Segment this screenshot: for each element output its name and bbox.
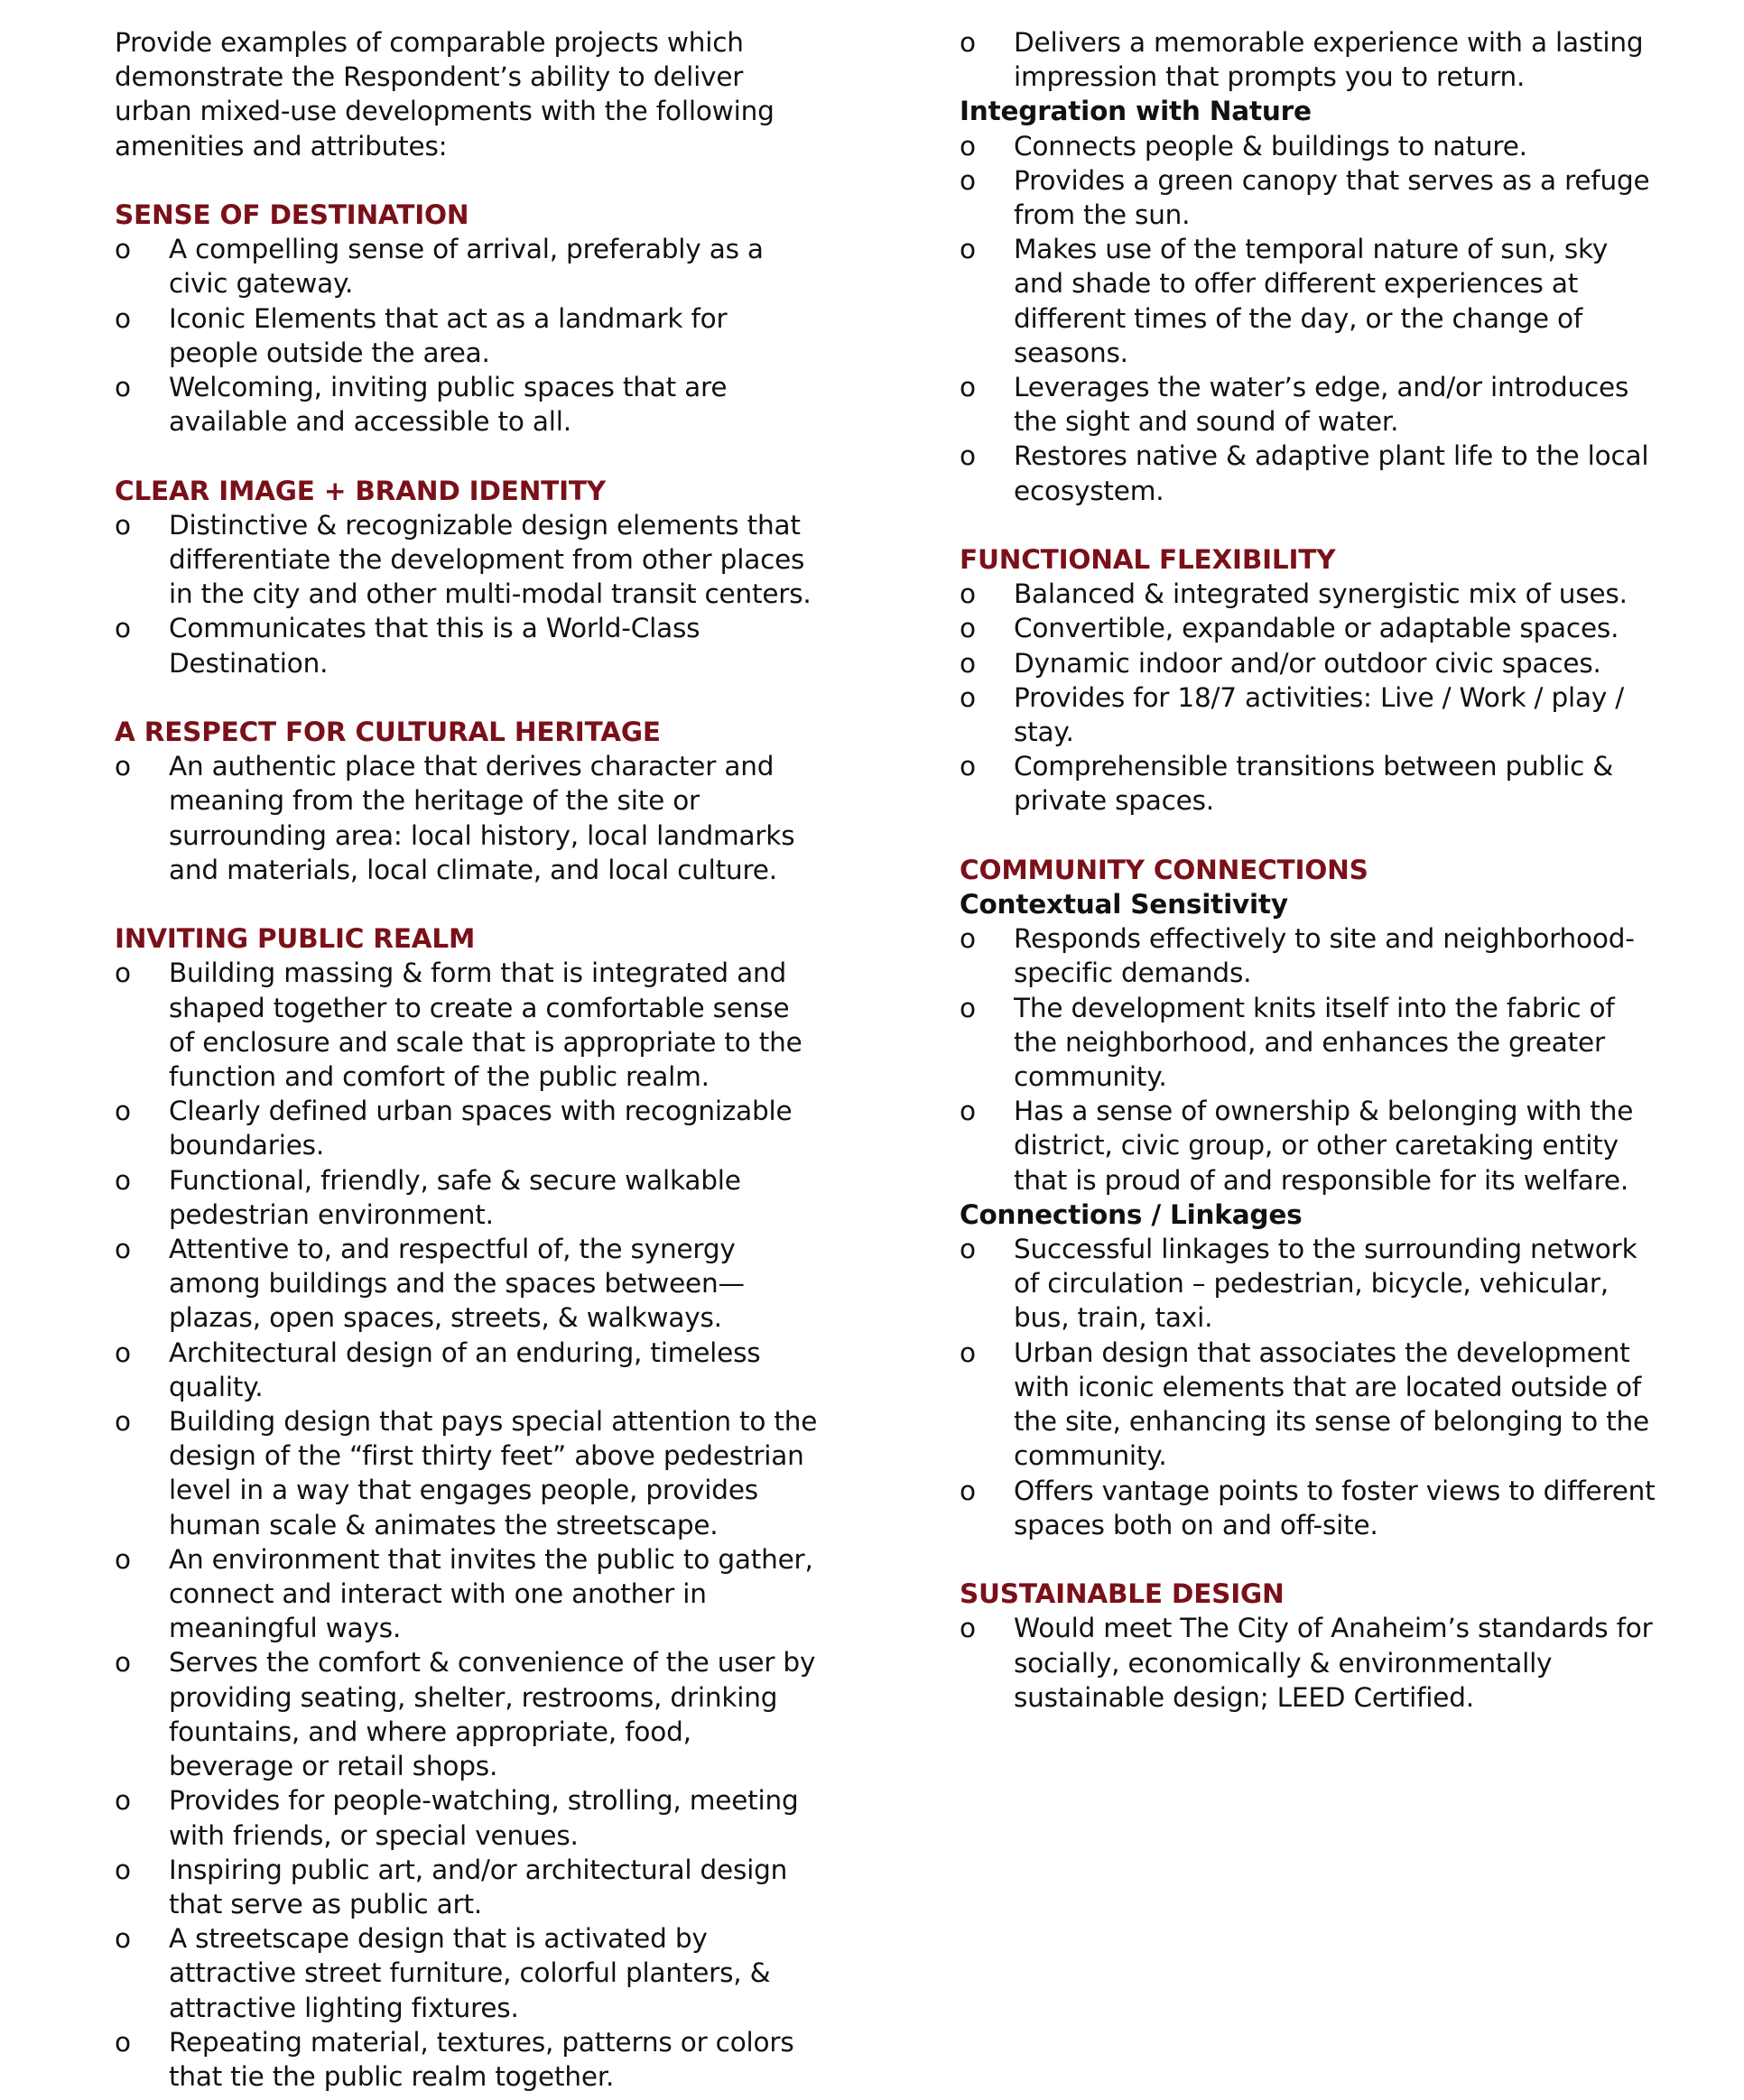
bullet-icon: o (960, 647, 976, 679)
list-cultural-heritage (115, 749, 819, 887)
bullet-icon: o (115, 751, 131, 782)
bullet-icon: o (115, 1164, 131, 1196)
bullet-icon: o (960, 1613, 976, 1644)
bullet-icon: o (115, 1854, 131, 1885)
list-linkages (960, 1232, 1664, 1542)
list-item: o Provides for 18/7 activities: Live / Work / play / stay. (960, 681, 1625, 748)
list-item: o Provides a green canopy that serves as a refuge from the sun. (960, 164, 1650, 231)
bullet-icon: o (960, 1096, 976, 1127)
right-column (960, 25, 1664, 1715)
list-item: o Responds effectively to site and neighborhood-specific demands. (960, 923, 1635, 989)
bullet-icon: o (115, 613, 131, 644)
list-item: o Building massing & form that is integrated and shaped together to create a comfortable sense of enclosure and scale that is appropriate to the function and comfort of the public realm. (115, 957, 802, 1093)
list-item: o Building design that pays special attention to the design of the “first thirty feet” above pedestrian level in a way that engages people, provides human scale & animates the streetscape. (115, 1406, 818, 1540)
bullet-icon: o (960, 234, 976, 265)
heading-community-connections: COMMUNITY CONNECTIONS (960, 854, 1368, 885)
bullet-icon: o (960, 751, 976, 782)
bullet-icon: o (960, 681, 976, 713)
list-public-realm-continued (960, 25, 1664, 94)
bullet-icon: o (960, 613, 976, 644)
bullet-icon: o (115, 302, 131, 334)
bullet-icon: o (960, 27, 976, 58)
list-item: o Functional, friendly, safe & secure walkable pedestrian environment. (115, 1164, 741, 1230)
list-item: o Restores native & adaptive plant life to the local ecosystem. (960, 440, 1649, 506)
bullet-icon: o (115, 1096, 131, 1127)
bullet-icon: o (960, 992, 976, 1023)
bullet-icon: o (115, 1234, 131, 1265)
bullet-icon: o (115, 1406, 131, 1438)
list-sense-of-destination (115, 232, 819, 439)
list-public-realm (115, 956, 819, 2094)
list-item: o Provides for people-watching, strolling, meeting with friends, or special venues. (115, 1785, 799, 1851)
bullet-icon: o (115, 2026, 131, 2058)
bullet-icon: o (115, 372, 131, 403)
bullet-icon: o (115, 509, 131, 541)
bullet-icon: o (960, 1475, 976, 1506)
bullet-icon: o (115, 1923, 131, 1955)
list-item: o Successful linkages to the surrounding network of circulation – pedestrian, bicycle, vehicular, bus, train, taxi. (960, 1234, 1637, 1334)
list-item: o The development knits itself into the fabric of the neighborhood, and enhances the greater community. (960, 992, 1615, 1093)
bullet-icon: o (960, 372, 976, 403)
bullet-icon: o (960, 578, 976, 610)
heading-inviting-public-realm: INVITING PUBLIC REALM (115, 923, 476, 955)
left-column (115, 25, 819, 2094)
subheading-contextual-sensitivity: Contextual Sensitivity (960, 889, 1288, 920)
list-item: o An authentic place that derives character and meaning from the heritage of the site or surrounding area: local history, local landmarks and materials, local climate, and local culture. (115, 751, 795, 885)
list-contextual (960, 921, 1664, 1198)
list-item: o Architectural design of an enduring, timeless quality. (115, 1337, 761, 1402)
list-clear-image (115, 508, 819, 680)
subheading-connections-linkages: Connections / Linkages (960, 1198, 1303, 1230)
list-item: o Makes use of the temporal nature of sun, sky and shade to offer different experiences at different times of the day, or the change of seasons. (960, 234, 1609, 368)
bullet-icon: o (115, 1543, 131, 1575)
list-item: o Delivers a memorable experience with a lasting impression that prompts you to return. (960, 27, 1644, 93)
heading-sense-of-destination: SENSE OF DESTINATION (115, 199, 469, 230)
subheading-integration-with-nature: Integration with Nature (960, 96, 1312, 127)
bullet-icon: o (960, 923, 976, 955)
list-item: o Connects people & buildings to nature. (960, 129, 1664, 163)
list-item: o Would meet The City of Anaheim’s standards for socially, economically & environmentally sustainable design; LEED Certified. (960, 1613, 1653, 1713)
list-item: o Balanced & integrated synergistic mix of uses. (960, 577, 1664, 611)
bullet-icon: o (960, 164, 976, 196)
list-nature (960, 129, 1664, 508)
bullet-icon: o (960, 1337, 976, 1368)
bullet-icon: o (115, 234, 131, 265)
list-item: o An environment that invites the public to gather, connect and interact with one another in meaningful ways. (115, 1543, 813, 1644)
list-item: o Has a sense of ownership & belonging with the district, civic group, or other caretaking entity that is proud of and responsible for its welfare. (960, 1096, 1634, 1196)
list-item: o Iconic Elements that act as a landmark for people outside the area. (115, 302, 728, 368)
list-item: o Dynamic indoor and/or outdoor civic spaces. (960, 646, 1664, 680)
list-item: o Urban design that associates the development with iconic elements that are located outside of the site, enhancing its sense of belonging to the community. (960, 1337, 1649, 1472)
list-item: o A compelling sense of arrival, preferably as a civic gateway. (115, 234, 764, 300)
heading-functional-flexibility: FUNCTIONAL FLEXIBILITY (960, 544, 1336, 576)
bullet-icon: o (115, 1647, 131, 1679)
list-item: o Communicates that this is a World-Class Destination. (115, 613, 700, 679)
list-item: o Attentive to, and respectful of, the synergy among buildings and the spaces between— plazas, open spaces, streets, & walkways. (115, 1234, 745, 1334)
list-item: o Leverages the water’s edge, and/or introduces the sight and sound of water. (960, 372, 1629, 438)
list-item: o Inspiring public art, and/or architectural design that serve as public art. (115, 1854, 788, 1920)
bullet-icon: o (960, 440, 976, 472)
bullet-icon: o (115, 1785, 131, 1817)
intro-paragraph: Provide examples of comparable projects which demonstrate the Respondent’s ability to deliver urban mixed-use developments with the following amenities and attributes: (115, 27, 775, 162)
list-sustainable (960, 1611, 1664, 1715)
list-item: o Clearly defined urban spaces with recognizable boundaries. (115, 1096, 793, 1161)
list-item: o Serves the comfort & convenience of the user by providing seating, shelter, restrooms, drinking fountains, and where appropriate, food, beverage or retail shops. (115, 1647, 816, 1782)
list-item: o Distinctive & recognizable design elements that differentiate the development from other places in the city and other multi-modal transit centers. (115, 509, 812, 610)
heading-clear-image-brand-identity: CLEAR IMAGE + BRAND IDENTITY (115, 475, 606, 506)
bullet-icon: o (115, 957, 131, 989)
heading-cultural-heritage: A RESPECT FOR CULTURAL HERITAGE (115, 717, 661, 748)
list-item: o Welcoming, inviting public spaces that are available and accessible to all. (115, 372, 728, 438)
list-item: o Repeating material, textures, patterns or colors that tie the public realm together. (115, 2026, 794, 2092)
list-flexibility (960, 577, 1664, 818)
bullet-icon: o (960, 1234, 976, 1265)
bullet-icon: o (960, 130, 976, 162)
heading-sustainable-design: SUSTAINABLE DESIGN (960, 1578, 1285, 1610)
list-item: o A streetscape design that is activated by attractive street furniture, colorful planters, & attractive lighting fixtures. (115, 1923, 771, 2023)
list-item: o Comprehensible transitions between public & private spaces. (960, 751, 1614, 817)
list-item: o Convertible, expandable or adaptable spaces. (960, 611, 1664, 645)
list-item: o Offers vantage points to foster views to different spaces both on and off-site. (960, 1475, 1656, 1540)
bullet-icon: o (115, 1337, 131, 1368)
